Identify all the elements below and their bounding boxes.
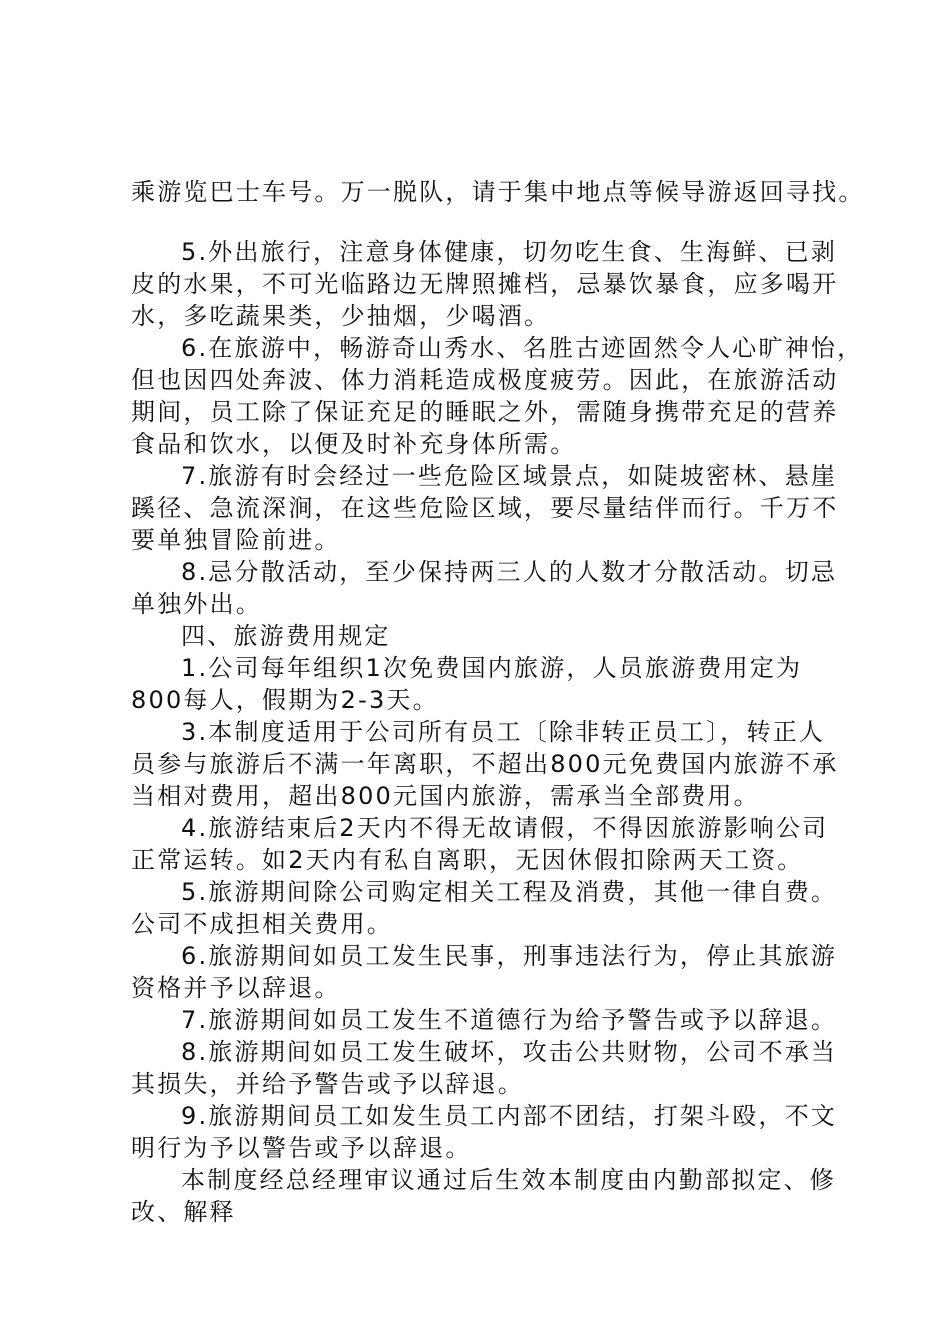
text-line: 水，多吃蔬果类，少抽烟，少喝酒。	[131, 302, 551, 330]
text-line: 本制度经总经理审议通过后生效本制度由内勤部拟定、修	[181, 1166, 836, 1194]
text-line: 800每人，假期为2-3天。	[131, 686, 439, 714]
text-line: 8.忌分散活动，至少保持两三人的人数才分散活动。切忌	[181, 558, 838, 586]
text-line: 8.旅游期间如员工发生破坏，攻击公共财物，公司不承当	[181, 1038, 838, 1066]
text-line: 7.旅游有时会经过一些危险区域景点，如陡坡密林、悬崖	[181, 462, 838, 490]
text-line: 6.旅游期间如员工发生民事，刑事违法行为，停止其旅游	[181, 942, 838, 970]
text-line: 改、解释	[131, 1198, 236, 1226]
text-line: 乘游览巴士车号。万一脱队，请于集中地点等候导游返回寻找。	[131, 178, 865, 206]
text-line: 蹊径、急流深涧，在这些危险区域，要尽量结伴而行。千万不	[131, 494, 839, 522]
text-line: 5.外出旅行，注意身体健康，切勿吃生食、生海鲜、已剥	[181, 238, 838, 266]
text-line: 资格并予以辞退。	[131, 974, 341, 1002]
text-line: 4.旅游结束后2天内不得无故请假，不得因旅游影响公司	[181, 814, 829, 842]
text-line: 1.公司每年组织1次免费国内旅游，人员旅游费用定为	[181, 654, 803, 682]
text-line: 7.旅游期间如员工发生不道德行为给予警告或予以辞退。	[181, 1006, 838, 1034]
text-line: 其损失，并给予警告或予以辞退。	[131, 1070, 524, 1098]
text-line: 公司不成担相关费用。	[131, 910, 393, 938]
text-line: 3.本制度适用于公司所有员工〔除非转正员工〕，转正人	[181, 718, 826, 746]
text-line: 但也因四处奔波、体力消耗造成极度疲劳。因此，在旅游活动	[131, 366, 839, 394]
text-line: 皮的水果，不可光临路边无牌照摊档，忌暴饮暴食，应多喝开	[131, 270, 839, 298]
text-line: 明行为予以警告或予以辞退。	[131, 1134, 472, 1162]
text-line: 当相对费用，超出800元国内旅游，需承当全部费用。	[131, 782, 760, 810]
text-line: 单独外出。	[131, 590, 262, 618]
text-line: 6.在旅游中，畅游奇山秀水、名胜古迹固然令人心旷神怡，	[181, 334, 864, 362]
section-heading: 四、旅游费用规定	[181, 622, 391, 650]
text-line: 食品和饮水，以便及时补充身体所需。	[131, 430, 577, 458]
text-line: 正常运转。如2天内有私自离职，无因休假扣除两天工资。	[131, 846, 804, 874]
text-line: 5.旅游期间除公司购定相关工程及消费，其他一律自费。	[181, 878, 838, 906]
text-line: 要单独冒险前进。	[131, 526, 341, 554]
text-line: 期间，员工除了保证充足的睡眠之外，需随身携带充足的营养	[131, 398, 839, 426]
text-line: 员参与旅游后不满一年离职，不超出800元免费国内旅游不承	[131, 750, 839, 778]
text-line: 9.旅游期间员工如发生员工内部不团结，打架斗殴，不文	[181, 1102, 838, 1130]
